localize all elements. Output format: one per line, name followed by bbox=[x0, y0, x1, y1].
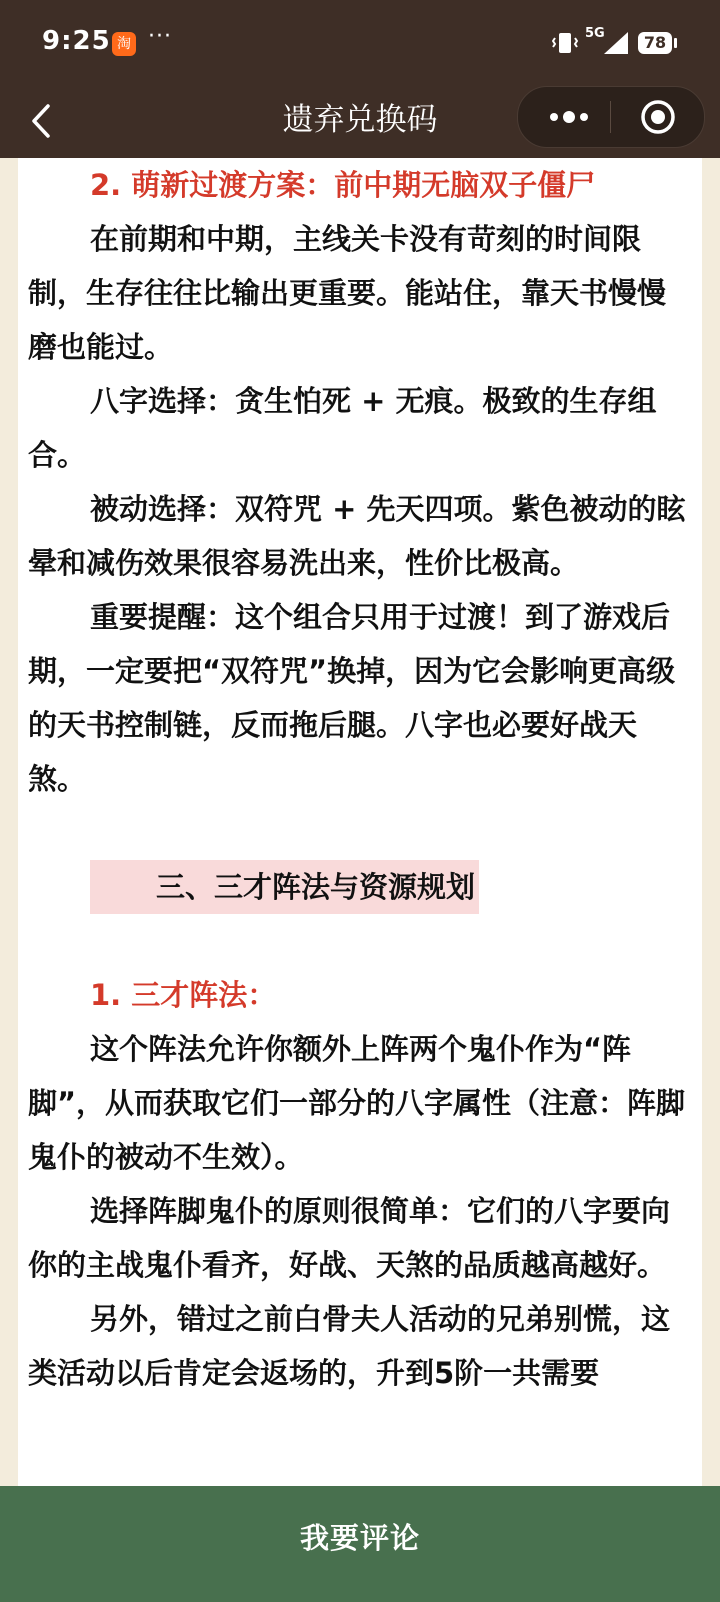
taobao-notification-icon: 淘 bbox=[112, 32, 136, 56]
mini-program-capsule bbox=[517, 86, 705, 148]
article-content bbox=[18, 158, 702, 1486]
target-circle-icon[interactable] bbox=[640, 99, 676, 135]
nav-bar bbox=[0, 86, 720, 158]
subheading-formation: 1. 三才阵法： bbox=[90, 978, 277, 1012]
network-type-label: 5G bbox=[585, 26, 605, 41]
spacer bbox=[28, 914, 692, 968]
capsule-divider bbox=[610, 101, 611, 133]
more-dots-icon[interactable] bbox=[546, 107, 592, 127]
bottom-bar bbox=[0, 1486, 720, 1602]
paragraph-passive-choice: 被动选择：双符咒 + 先天四项。紫色被动的眩晕和减伤效果很容易洗出来，性价比极高。 bbox=[28, 492, 686, 580]
status-bar bbox=[0, 0, 720, 86]
paragraph-formation-principle: 选择阵脚鬼仆的原则很简单：它们的八字要向你的主战鬼仆看齐，好战、天煞的品质越高越好。 bbox=[28, 1194, 671, 1282]
article-body bbox=[18, 158, 702, 1400]
signal-strength-icon bbox=[602, 30, 630, 56]
battery-tip bbox=[674, 38, 677, 48]
paragraph-early-mid-game: 在前期和中期，主线关卡没有苛刻的时间限制，生存往往比输出更重要。能站住，靠天书慢慢磨也能过。 bbox=[28, 222, 667, 364]
page-title: 遗弃兑换码 bbox=[282, 102, 438, 138]
paragraph-bazi-choice: 八字选择：贪生怕死 + 无痕。极致的生存组合。 bbox=[28, 384, 657, 472]
section-heading: 三、三才阵法与资源规划 bbox=[90, 860, 479, 914]
section-heading-wrapper bbox=[28, 860, 692, 914]
paragraph-event-return: 另外，错过之前白骨夫人活动的兄弟别慌，这类活动以后肯定会返场的，升到5阶一共需要 bbox=[28, 1302, 671, 1390]
paragraph-formation-desc: 这个阵法允许你额外上阵两个鬼仆作为“阵脚”，从而获取它们一部分的八字属性（注意：阵脚鬼仆的被动不生效）。 bbox=[28, 1032, 686, 1174]
comment-button[interactable]: 我要评论 bbox=[299, 1521, 420, 1555]
paragraph-important-reminder: 重要提醒：这个组合只用于过渡！到了游戏后期，一定要把“双符咒”换掉，因为它会影响更高级的天书控制链，反而拖后腿。八字也必要好战天煞。 bbox=[28, 600, 676, 796]
status-time: 9:25 bbox=[42, 26, 111, 56]
vibrate-icon bbox=[552, 30, 578, 56]
more-notifications-icon: ··· bbox=[148, 24, 172, 49]
spacer bbox=[28, 806, 692, 860]
battery-icon: 78 bbox=[638, 32, 672, 54]
subheading-transition-plan: 2. 萌新过渡方案：前中期无脑双子僵尸 bbox=[90, 168, 596, 202]
